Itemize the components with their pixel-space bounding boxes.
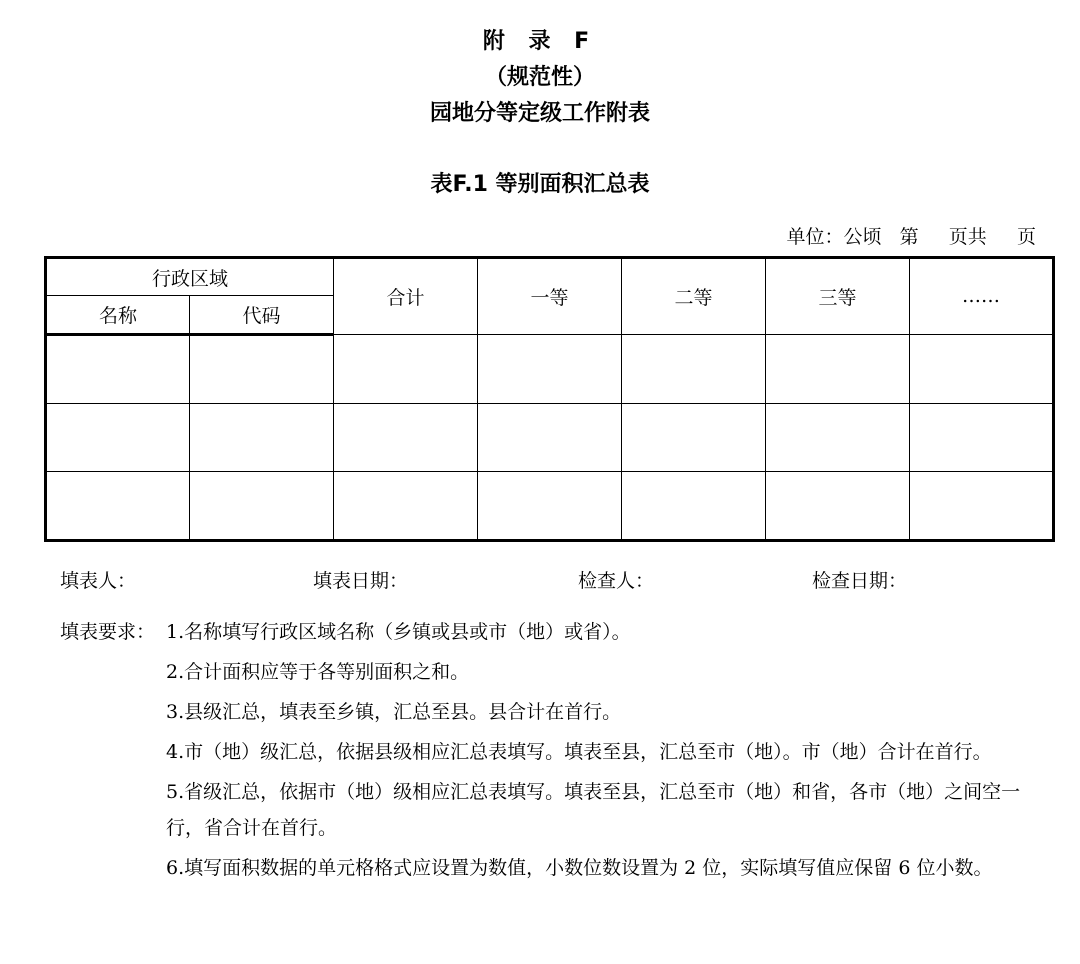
header-code: 代码 [190, 296, 334, 334]
header-total: 合计 [334, 258, 478, 335]
table-cell[interactable] [766, 334, 910, 403]
table-row [46, 472, 1054, 541]
check-date-label: 检查日期： [812, 570, 908, 592]
grade-area-summary-table [44, 256, 1055, 542]
table-cell[interactable] [766, 403, 910, 472]
table-cell[interactable] [478, 334, 622, 403]
header-name: 名称 [46, 296, 190, 334]
table-cell[interactable] [910, 334, 1054, 403]
table-cell[interactable] [910, 472, 1054, 541]
table-row [46, 334, 1054, 403]
table-cell[interactable] [622, 334, 766, 403]
requirement-item: 1.名称填写行政区域名称（乡镇或县或市（地）或省）。 [166, 621, 631, 643]
header-admin-region: 行政区域 [46, 258, 334, 296]
fill-date-label: 填表日期： [313, 570, 409, 592]
table-cell[interactable] [910, 403, 1054, 472]
table-cell[interactable] [334, 472, 478, 541]
table-cell[interactable] [334, 334, 478, 403]
table-cell[interactable] [334, 403, 478, 472]
table-cell[interactable] [190, 403, 334, 472]
table-row [46, 403, 1054, 472]
table-cell[interactable] [46, 472, 190, 541]
requirement-item: 3.县级汇总，填表至乡镇，汇总至县。县合计在首行。 [166, 701, 622, 723]
header-more: …… [910, 258, 1054, 335]
appendix-type: （规范性） [484, 65, 595, 90]
table-cell[interactable] [190, 334, 334, 403]
unit-line: 单位：公顷 第 页共 页 [786, 226, 1036, 248]
table-cell[interactable] [766, 472, 910, 541]
checker-label: 检查人： [578, 570, 655, 592]
table-cell[interactable] [190, 472, 334, 541]
header-grade-1: 一等 [478, 258, 622, 335]
appendix-title: 附 录 F [482, 29, 598, 54]
filler-label: 填表人： [60, 570, 137, 592]
header-grade-2: 二等 [622, 258, 766, 335]
table-cell[interactable] [478, 472, 622, 541]
table-cell[interactable] [478, 403, 622, 472]
table-cell[interactable] [622, 472, 766, 541]
appendix-name: 园地分等定级工作附表 [429, 101, 650, 126]
table-cell[interactable] [46, 334, 190, 403]
requirements-label: 填表要求： [60, 621, 156, 643]
table-cell[interactable] [46, 403, 190, 472]
requirement-item: 5.省级汇总，依据市（地）级相应汇总表填写。填表至县，汇总至市（地）和省，各市（地）之间空一行，省合计在首行。 [166, 781, 1021, 839]
table-cell[interactable] [622, 403, 766, 472]
requirement-item: 6.填写面积数据的单元格格式应设置为数值，小数位数设置为 2 位，实际填写值应保留 6 位小数。 [166, 857, 993, 879]
requirement-item: 2.合计面积应等于各等别面积之和。 [166, 661, 470, 683]
header-grade-3: 三等 [766, 258, 910, 335]
table-title: 表F.1 等别面积汇总表 [430, 172, 650, 197]
requirement-item: 4.市（地）级汇总，依据县级相应汇总表填写。填表至县，汇总至市（地）。市（地）合计在首行。 [166, 741, 992, 763]
